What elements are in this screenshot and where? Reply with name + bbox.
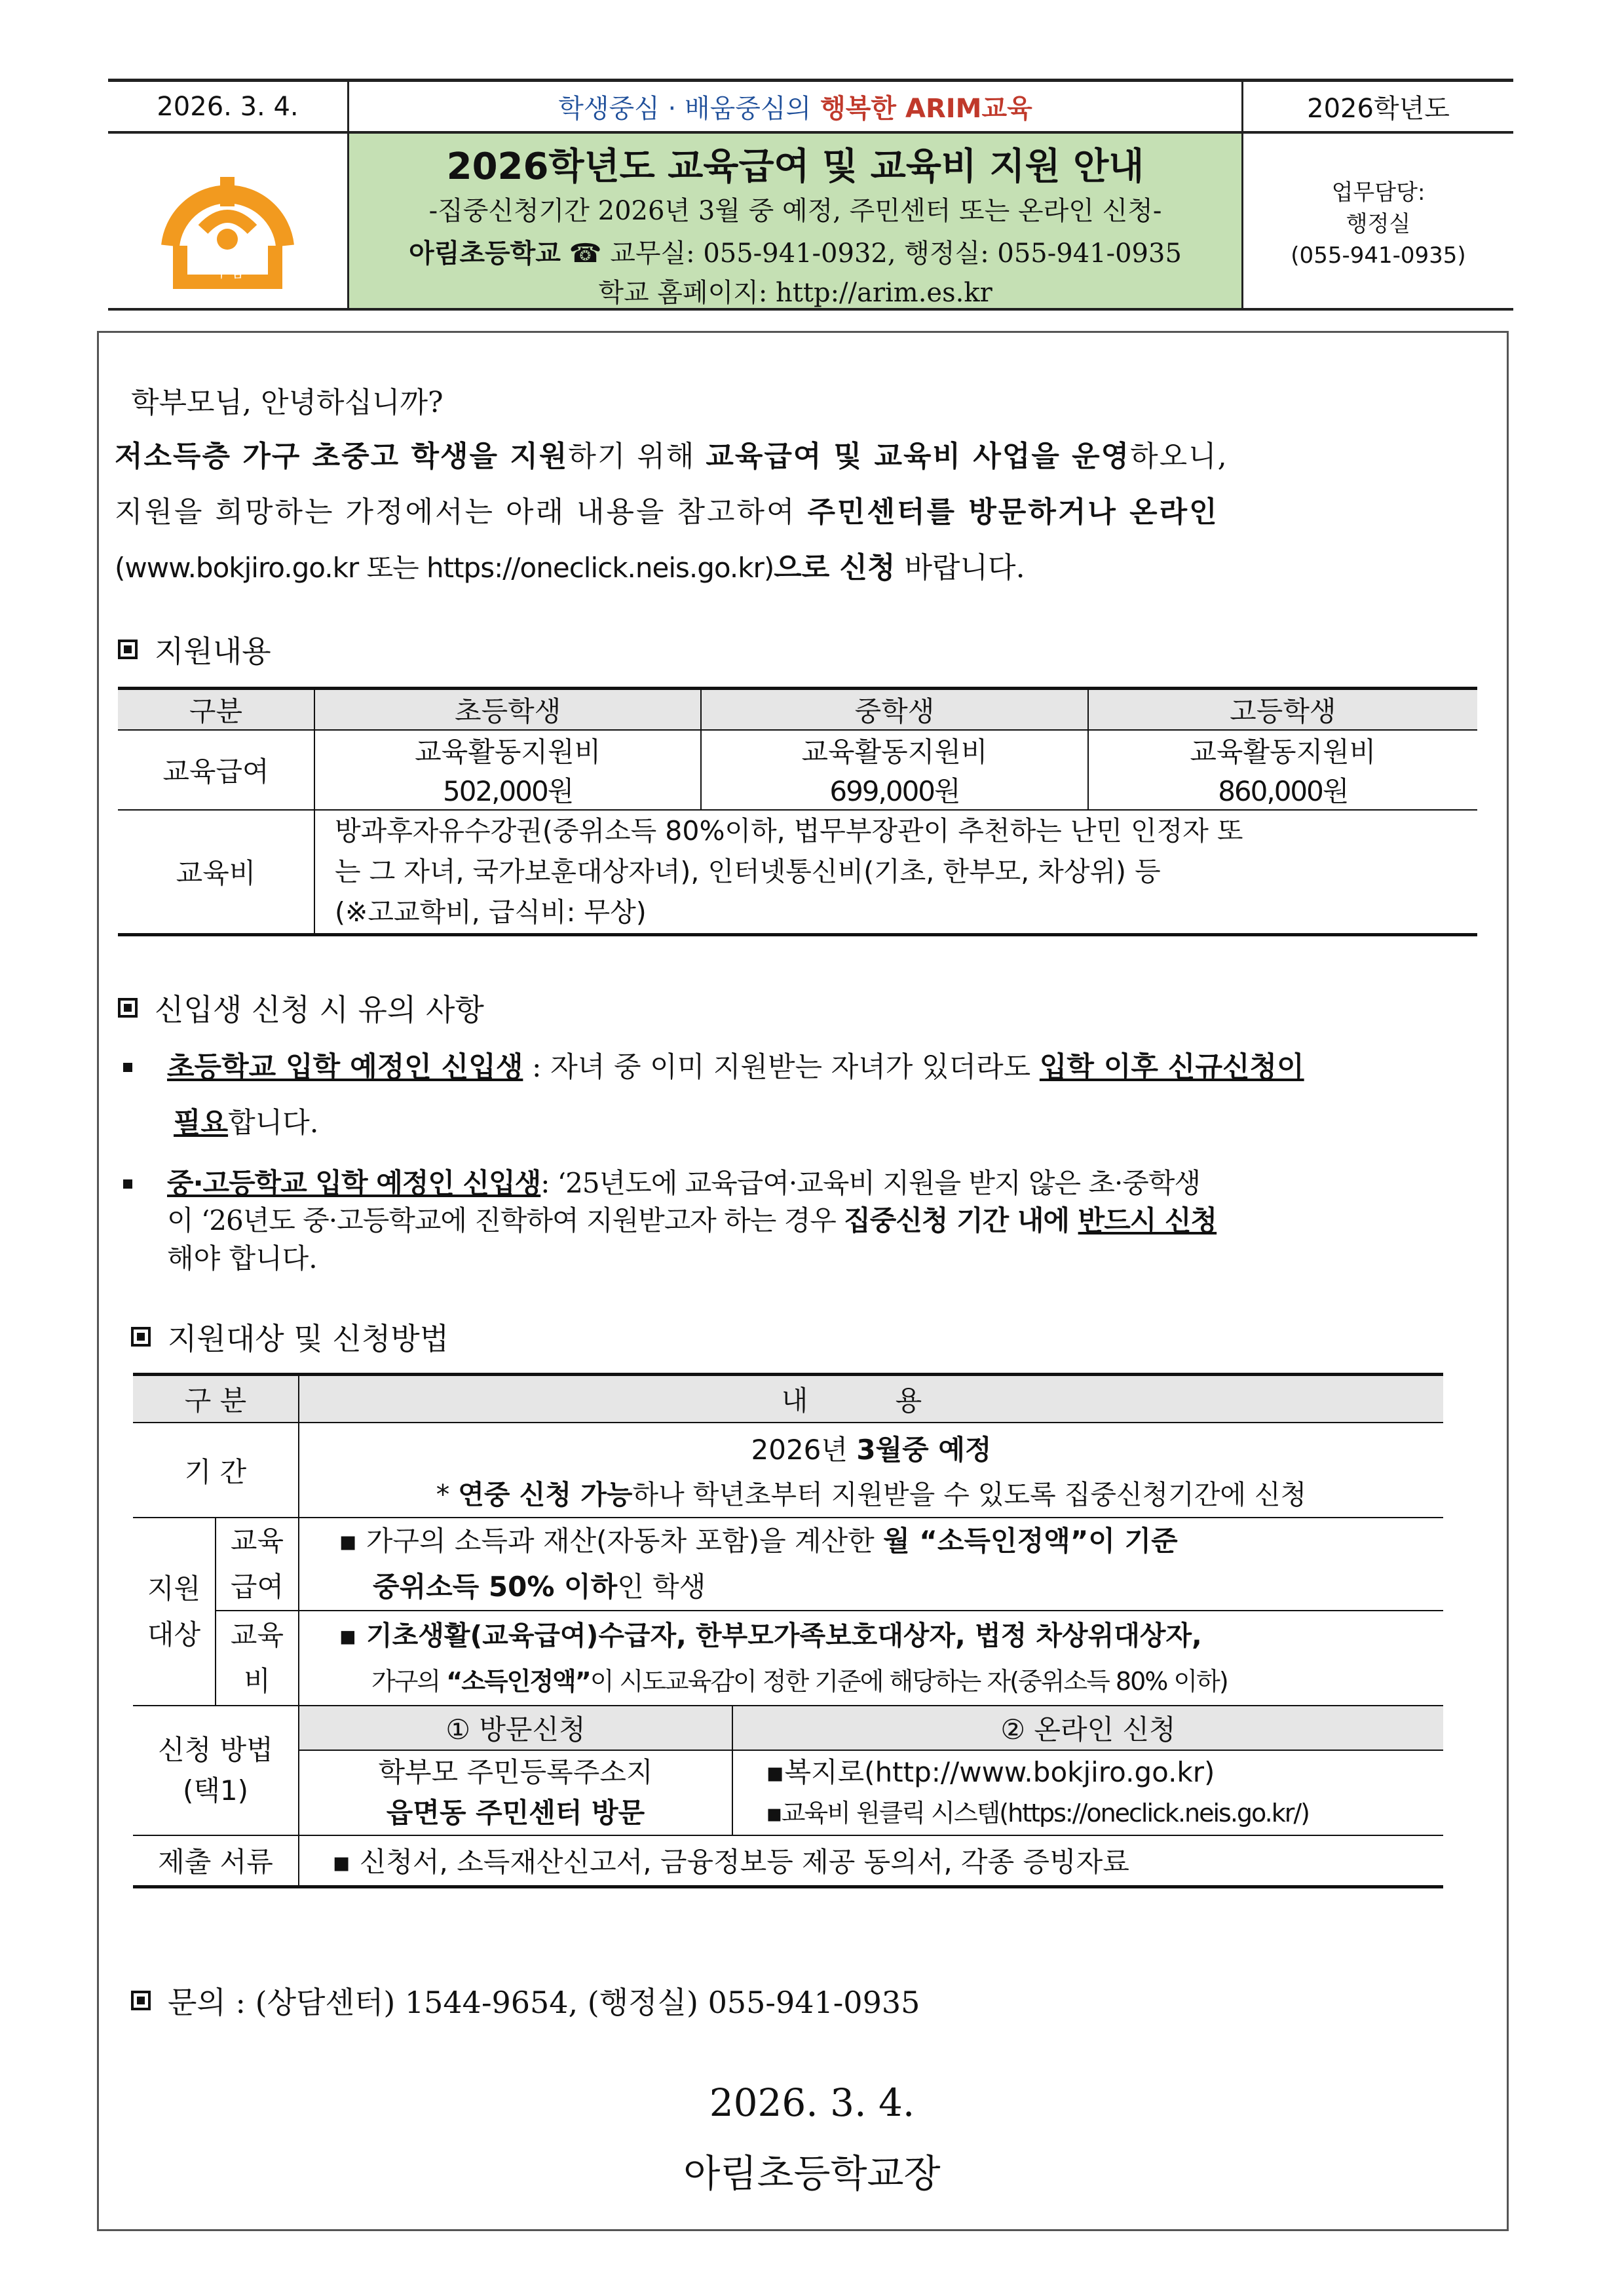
greeting: 학부모님, 안녕하십니까? [131,386,444,419]
visit-header: ① 방문신청 [299,1706,732,1750]
notice-emph: 중·고등학교 입학 예정인 신입생 [167,1167,541,1199]
intro-urls: (www.bokjiro.go.kr 또는 https://oneclick.neis.go.kr) [115,552,774,584]
table-cell [314,810,1477,934]
table-row [133,1518,1443,1611]
section2-title: 신입생 신청 시 유의 사항 [155,992,484,1027]
square-bullet-icon [131,1991,151,2010]
cell-text: 가구의 [371,1666,447,1696]
row-label [133,1706,299,1835]
notice-text: 합니다. [228,1107,319,1139]
notice-text: : 자녀 중 이미 지원받는 자녀가 있더라도 [523,1051,1040,1084]
table-cell [299,1423,1443,1518]
intro-emph-1: 저소득층 가구 초중고 학생을 지원 [115,440,569,473]
notice-emph: 집중신청 기간 내에 [844,1204,1078,1236]
section3-title: 지원대상 및 신청방법 [168,1321,449,1356]
intro-emph-3: 주민센터를 방문하거나 온라인 [807,495,1219,529]
cell-emph: 월 “소득인정액”이 기준 [883,1525,1178,1557]
online-header: ② 온라인 신청 [732,1706,1443,1750]
method-sub: (택1) [182,1774,249,1807]
table-row [133,1423,1443,1518]
cell-text: 이 시도교육감이 정한 기준에 해당하는 자(중위소득 80% 이하) [590,1666,1228,1696]
contact-school-name: 아림초등학교 [409,239,561,269]
table-cell [299,1611,1443,1706]
notice-item-2-line-2 [167,1199,1217,1238]
row-sublabel: 교육 급여 [216,1518,299,1611]
section-new-student-heading [118,986,484,1029]
table-row [118,810,1477,934]
cell-line: 는 그 자녀, 국가보훈대상자녀), 인터넷통신비(기초, 한부모, 차상위) 등 [334,856,1161,888]
section1-title: 지원내용 [155,634,271,669]
charge-phone: (055-941-0935) [1291,242,1466,269]
school-contact [349,233,1241,270]
cell-text: 인 학생 [617,1571,706,1603]
section-eligibility-heading [131,1315,449,1358]
notice-frame [97,331,1509,2231]
cell-amount: 502,000원 [443,775,573,807]
cell-line: (※고교학비, 급식비: 무상) [334,896,647,928]
header-date: 2026. 3. 4. [157,91,299,122]
cell-text: ▪ 가구의 소득과 재산(자동차 포함)을 계산한 [339,1525,884,1557]
table-header: 구분 [118,689,314,731]
table-row [133,1750,1443,1835]
table-header-row [133,1375,1443,1423]
period-text: 2026년 [751,1434,857,1466]
table-cell [701,730,1087,810]
period-text: * [436,1479,459,1510]
period-emph: 연중 신청 가능 [458,1479,633,1510]
intro-line-3 [115,544,1025,586]
charge-label: 업무담당: [1331,180,1426,206]
intro-line-2 [115,488,1219,530]
header-person-in-charge [1243,177,1513,271]
notice-emph: 반드시 신청 [1078,1204,1217,1236]
page-subtitle: -집중신청기간 2026년 3월 중 예정, 주민센터 또는 온라인 신청- [428,196,1162,226]
cell-name: 교육활동지원비 [801,736,988,768]
header-school-year: 2026학년도 [1307,94,1450,124]
online-line: ▪복지로(http://www.bokjiro.go.kr) [766,1756,1215,1788]
table-row [133,1611,1443,1706]
contact-numbers: 교무실: 055-941-0932, 행정실: 055-941-0935 [610,239,1182,269]
school-homepage: 학교 홈페이지: http://arim.es.kr [598,278,992,308]
notice-emph: 필요 [174,1107,229,1139]
notice-item-2-line-3: 해야 합니다. [167,1242,318,1274]
table-cell [1088,730,1477,810]
table-header: 내 용 [299,1375,1443,1423]
notice-text: 이 ‘26년도 중·고등학교에 진학하여 지원받고자 하는 경우 [167,1204,844,1236]
intro-line-1 [115,432,1497,474]
intro-emph-4: 으로 신청 [774,551,896,584]
online-line: ▪교육비 원클릭 시스템(https://oneclick.neis.go.kr/) [766,1799,1309,1827]
period-line-2 [299,1473,1443,1512]
cell-amount: 860,000원 [1218,775,1348,807]
logo-text: 아 림 [211,265,244,281]
edu-pay-line-2 [339,1564,1443,1610]
header-slogan [349,82,1241,131]
table-row [133,1706,1443,1750]
row-label: 제출 서류 [133,1835,299,1886]
square-bullet-icon [131,1327,151,1347]
square-bullet-icon [118,998,138,1018]
notice-emph: 입학 이후 신규신청이 [1039,1051,1304,1084]
section-support-content-heading [118,628,271,671]
intro-text-2: 하오니, [1130,440,1228,473]
notice-text: : ‘25년도에 교육급여·교육비 지원을 받지 않은 초·중학생 [540,1167,1201,1199]
cell-amount: 699,000원 [829,775,960,807]
row-label: 교육비 [118,810,314,934]
edu-cost-line-1: ▪ 기초생활(교육급여)수급자, 한부모가족보호대상자, 법정 차상위대상자, [339,1619,1202,1651]
cell-emph: 중위소득 50% 이하 [373,1571,618,1603]
table-cell: ▪ 신청서, 소득재산신고서, 금융정보등 제공 동의서, 각종 증빙자료 [299,1835,1443,1886]
eligibility-table [133,1373,1443,1888]
visit-line: 학부모 주민등록주소지 [378,1756,653,1788]
footer-date: 2026. 3. 4. [709,2080,915,2125]
table-row [133,1835,1443,1886]
edu-pay-line-1 [339,1518,1443,1564]
intro-text-1: 하기 위해 [568,440,706,473]
page-title: 2026학년도 교육급여 및 교육비 지원 안내 [446,145,1144,188]
support-content-table [118,687,1477,936]
table-row [118,730,1477,810]
table-header: 중학생 [701,689,1087,731]
method-label: 신청 방법 [158,1734,273,1766]
notice-emph: 초등학교 입학 예정인 신입생 [167,1051,523,1084]
table-header: 고등학생 [1088,689,1477,731]
intro-emph-2: 교육급여 및 교육비 사업을 운영 [706,440,1131,473]
period-line-1 [299,1428,1443,1468]
table-cell [299,1750,732,1835]
notice-item-2-line-1 [167,1162,1200,1201]
row-label: 기 간 [133,1423,299,1518]
row-label: 지원 대상 [133,1518,216,1706]
period-emph: 3월중 예정 [856,1434,992,1466]
cell-emph: “소득인정액” [446,1666,590,1696]
table-header: 구 분 [133,1375,299,1423]
row-label: 교육급여 [118,730,314,810]
table-header: 초등학생 [314,689,701,731]
inquiry-label: 문의 : [168,1985,246,2020]
period-text: 하나 학년초부터 지원받을 수 있도록 집중신청기간에 신청 [632,1479,1307,1510]
footer-signer: 아림초등학교장 [683,2151,941,2196]
inquiry-text: (상담센터) 1544-9654, (행정실) 055-941-0935 [255,1985,920,2020]
table-cell [732,1750,1443,1835]
inquiry-line [131,1979,920,2022]
row-sublabel: 교육 비 [216,1611,299,1706]
intro-text-3: 지원을 희망하는 가정에서는 아래 내용을 참고하여 [115,495,808,529]
phone-icon: ☎ [569,239,602,269]
edu-cost-line-2 [339,1658,1443,1704]
table-cell [299,1518,1443,1611]
school-logo-icon [157,167,298,292]
table-header-row [118,689,1477,731]
bullet-icon [123,1179,132,1189]
notice-item-1-line-2 [174,1101,318,1141]
visit-line: 읍면동 주민센터 방문 [386,1797,645,1829]
slogan-main: 학생중심 · 배움중심의 [558,94,812,124]
cell-line: 방과후자유수강권(중위소득 80%이하, 법무부장관이 추천하는 난민 인정자 또 [334,815,1243,847]
cell-name: 교육활동지원비 [415,736,601,768]
notice-item-1-line-1 [167,1045,1304,1085]
charge-dept: 행정실 [1346,211,1411,237]
table-cell [314,730,701,810]
cell-name: 교육활동지원비 [1190,736,1376,768]
square-bullet-icon [118,640,138,659]
bullet-icon [123,1063,132,1072]
slogan-accent: 행복한 ARIM교육 [820,94,1032,124]
intro-text-4: 바랍니다. [895,551,1025,584]
